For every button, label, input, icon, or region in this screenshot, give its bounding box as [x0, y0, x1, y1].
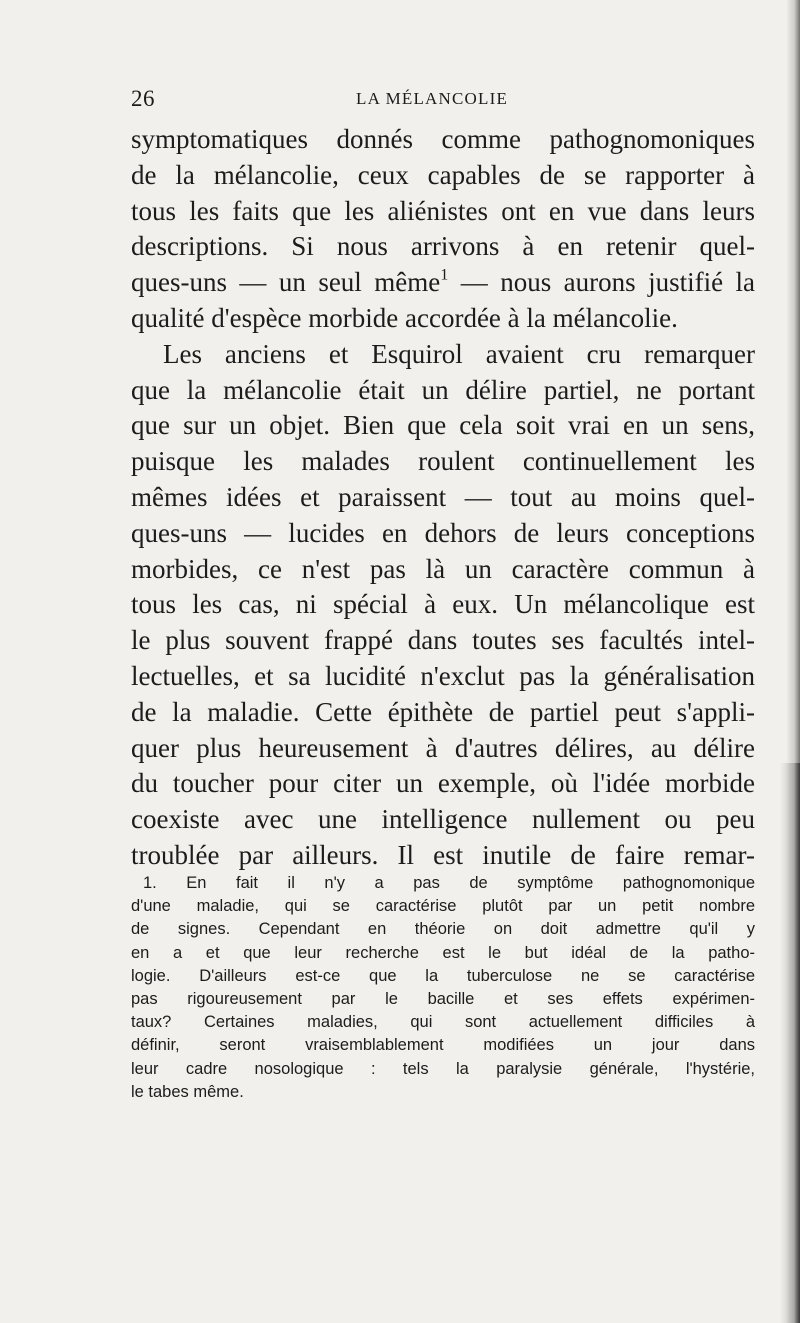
text-segment: — nous aurons justifié la — [448, 267, 755, 298]
footnote-reference: 1 — [440, 265, 449, 284]
text-line: que la mélancolie était un délire partiel, ne portant — [131, 374, 755, 405]
text-line: qualité d'espèce morbide accordée à la mélancolie. — [131, 302, 678, 333]
footnote-line: pas rigoureusement par le bacille et ses effets expérimen- — [131, 990, 755, 1009]
footnote-line: 1. En fait il n'y a pas de symptôme pathognomonique — [143, 874, 755, 892]
text-line: morbides, ce n'est pas là un caractère commun à — [131, 553, 755, 584]
text-line: coexiste avec une intelligence nullement ou peu — [131, 804, 755, 835]
text-line: tous les faits que les aliénistes ont en vue dans leurs — [131, 195, 755, 226]
footnote-line: leur cadre nosologique : tels la paralysie générale, l'hystérie, — [131, 1059, 755, 1078]
text-line: de la maladie. Cette épithète de partiel peut s'appli- — [131, 696, 755, 727]
text-segment: ques-uns — un seul même — [131, 267, 441, 298]
footnote-line: taux? Certaines maladies, qui sont actuellement difficiles à — [131, 1013, 755, 1032]
footnote-line: en a et que leur recherche est le but idéal de la patho- — [131, 943, 755, 962]
text-line: de la mélancolie, ceux capables de se rapporter à — [131, 159, 755, 190]
footnote-line: logie. D'ailleurs est-ce que la tuberculose ne se caractérise — [131, 966, 755, 985]
text-line: symptomatiques donnés comme pathognomoniques — [131, 124, 755, 154]
footnote-line: de signes. Cependant en théorie on doit admettre qu'il y — [131, 920, 755, 939]
page-header — [131, 86, 755, 110]
main-text — [131, 122, 755, 874]
text-line: que sur un objet. Bien que cela soit vrai en un sens, — [131, 410, 755, 441]
footnote-line: le tabes même. — [131, 1082, 244, 1101]
page-number: 26 — [131, 86, 155, 111]
text-line: puisque les malades roulent continuellement les — [131, 446, 755, 477]
text-line: mêmes idées et paraissent — tout au moins quel- — [131, 481, 755, 512]
footnote — [131, 872, 755, 1104]
text-line: quer plus heureusement à d'autres délires, au délire — [131, 732, 755, 763]
text-line: ques-uns — lucides en dehors de leurs conceptions — [131, 517, 755, 548]
text-line: du toucher pour citer un exemple, où l'idée morbide — [131, 768, 755, 799]
text-line: Les anciens et Esquirol avaient cru remarquer — [163, 338, 755, 369]
footnote-line: définir, seront vraisemblablement modifiées un jour dans — [131, 1036, 755, 1055]
text-line: lectuelles, et sa lucidité n'exclut pas la généralisation — [131, 660, 755, 691]
page-edge-shadow-lower — [780, 763, 800, 1323]
text-line: descriptions. Si nous arrivons à en retenir quel- — [131, 231, 755, 262]
text-line: tous les cas, ni spécial à eux. Un mélancolique est — [131, 589, 755, 620]
footnote-line: d'une maladie, qui se caractérise plutôt par un petit nombre — [131, 897, 755, 916]
text-line-with-footnote-ref — [131, 265, 755, 301]
text-line: le plus souvent frappé dans toutes ses facultés intel- — [131, 625, 755, 656]
running-title: LA MÉLANCOLIE — [356, 89, 509, 108]
text-line: troublée par ailleurs. Il est inutile de faire remar- — [131, 839, 755, 870]
